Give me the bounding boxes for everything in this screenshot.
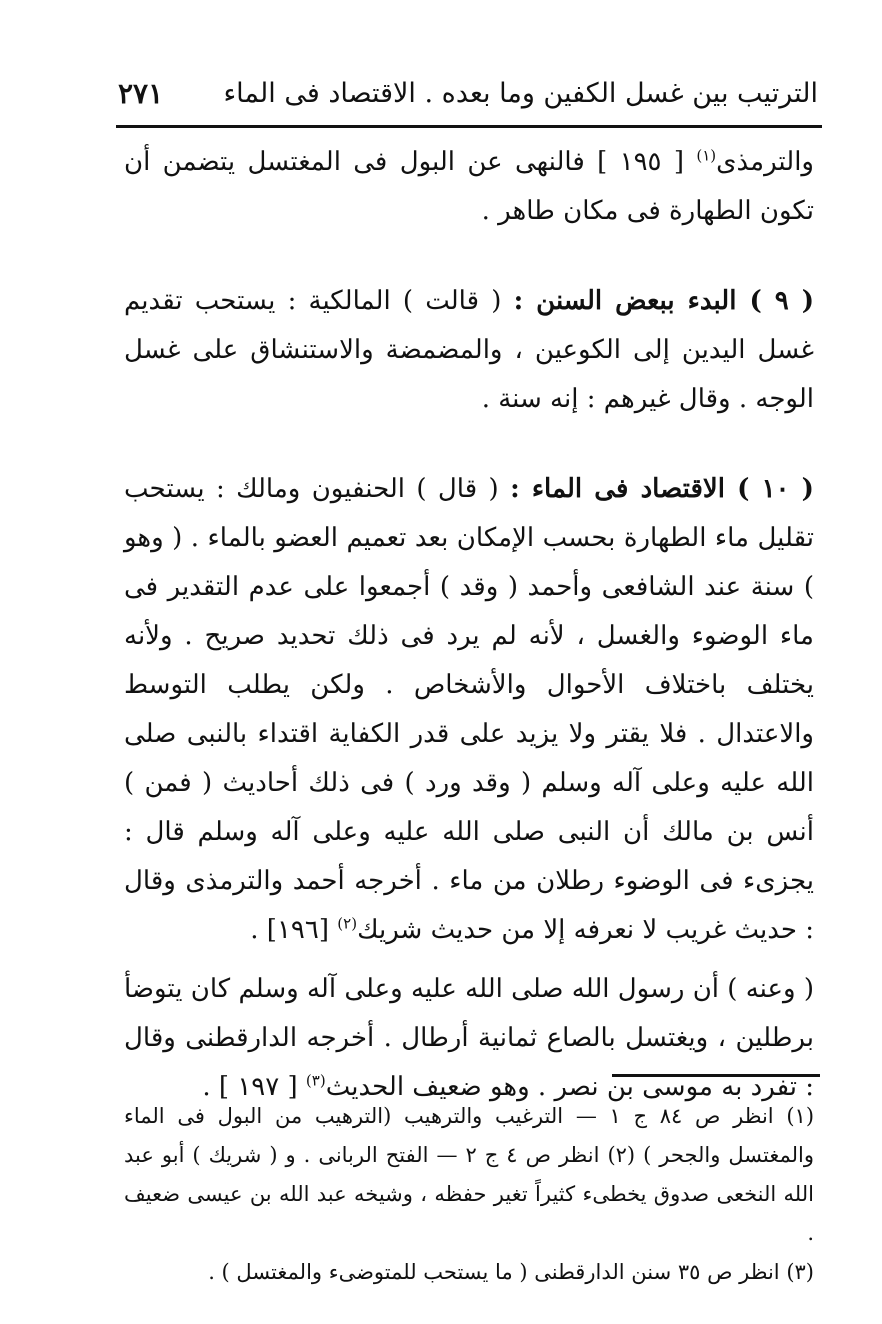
paragraph-2: [124, 277, 814, 424]
section-heading-10: ( ١٠ ) الاقتصاد فى الماء :: [510, 474, 814, 504]
footnote-ref-2: (٢): [337, 914, 358, 933]
section-heading-9: ( ٩ ) البدء ببعض السنن :: [513, 286, 814, 316]
paragraph-4-text-a: ( وعنه ) أن رسول الله صلى الله عليه وعلى آله وسلم كان يتوضأ برطلين ، ويغتسل بالصاع ثمانية أرطال . أخرجه الدارقطنى وقال : تفرد به موسى بن نصر . وهو ضعيف الحديث: [124, 974, 814, 1102]
page-number: ٢٧١: [118, 76, 164, 110]
footnotes: [124, 1097, 814, 1292]
paragraph-gap: [124, 236, 814, 277]
footnote-3: (٣) انظر ص ٣٥ سنن الدارقطنى ( ما يستحب للمتوضىء والمغتسل ) .: [208, 1260, 814, 1284]
header-rule: [116, 125, 822, 128]
footnote-1-2: (١) انظر ص ٨٤ ج ١ — الترغيب والترهيب (الترهيب من البول فى الماء والمغتسل والجحر ) (٢) انظر ص ٤ ج ٢ — الفتح الربانى . و ( شريك ) أبو عبد الله النخعى صدوق يخطىء كثيراً تغير حفظه ، وشيخه عبد الله بن عيسى ضعيف .: [124, 1104, 815, 1245]
paragraph-gap: [124, 955, 814, 965]
paragraph-3-text-b: [١٩٦] .: [250, 915, 338, 945]
paragraph-4: [124, 965, 814, 1112]
paragraph-3: [124, 465, 814, 955]
running-head: [118, 68, 818, 118]
footnote-ref-3: (٣): [305, 1071, 326, 1090]
paragraph-3-text-a: ( قال ) الحنفيون ومالك : يستحب تقليل ماء الطهارة بحسب الإمكان بعد تعميم العضو بالماء . ( وهو ) سنة عند الشافعى وأحمد ( وقد ) أجمعوا على عدم التقدير فى ماء الوضوء والغسل ، لأنه لم يرد فى ذلك تحديد صريح . ولأنه يختلف باختلاف الأحوال والأشخاص . ولكن يطلب التوسط والاعتدال . فلا يقتر ولا يزيد على قدر الكفاية اقتداء بالنبى صلى الله عليه وعلى آله وسلم ( وقد ورد ) فى ذلك أحاديث ( فمن ) أنس بن مالك أن النبى صلى الله عليه وعلى آله وسلم قال : يجزىء فى الوضوء رطلان من ماء . أخرجه أحمد والترمذى وقال : حديث غريب لا نعرفه إلا من حديث شريك: [124, 474, 814, 945]
running-title: الترتيب بين غسل الكفين وما بعده . الاقتصاد فى الماء: [223, 77, 818, 109]
body-text: [124, 138, 814, 1112]
footnote-rule: [612, 1074, 820, 1077]
paragraph-1: [124, 138, 814, 236]
paragraph-2-text: ( قالت ) المالكية : يستحب تقديم غسل اليدين إلى الكوعين ، والمضمضة والاستنشاق على غسل الوجه . وقال غيرهم : إنه سنة .: [124, 286, 814, 414]
paragraph-1-text-a: والترمذى: [716, 147, 814, 177]
paragraph-gap: [124, 424, 814, 465]
paragraph-4-text-b: [ ١٩٧ ] .: [202, 1072, 306, 1102]
paragraph-1-text-b: [ ١٩٥ ] فالنهى عن البول فى المغتسل يتضمن أن تكون الطهارة فى مكان طاهر .: [124, 147, 814, 226]
footnote-ref-1: (١): [696, 146, 717, 165]
